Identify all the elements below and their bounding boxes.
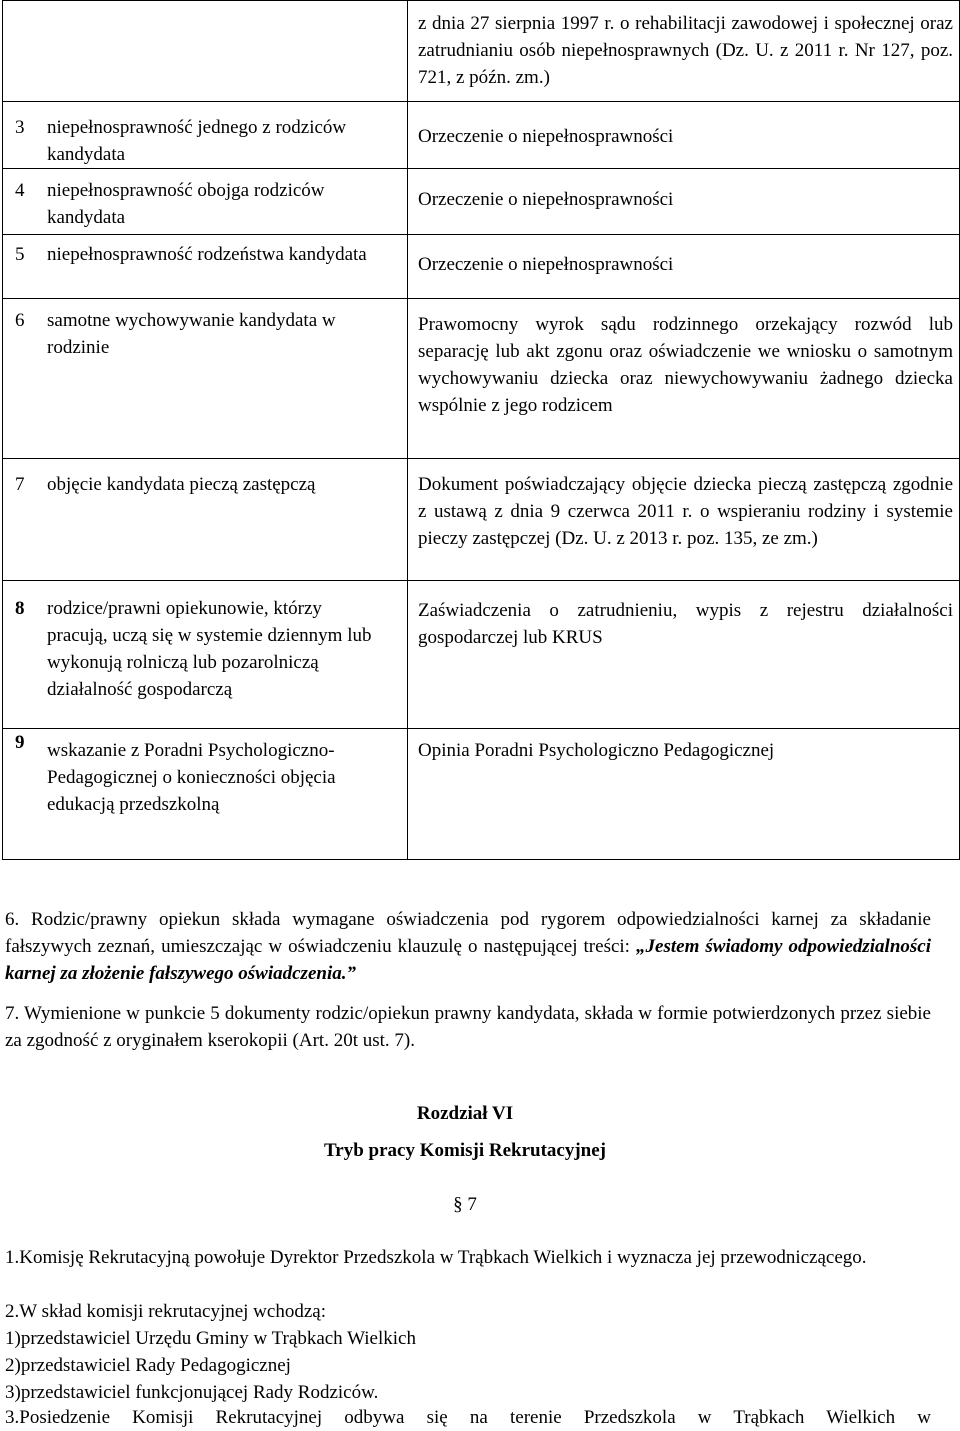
paragraph-7: 7. Wymienione w punkcie 5 dokumenty rodzic/opiekun prawny kandydata, składa w formie potwierdzonych przez siebie za zgodność z oryginałem kserokopii (Art. 20t ust. 7). (5, 1003, 931, 1051)
document-text: Orzeczenie o niepełnosprawności (418, 189, 674, 210)
item-2-2: 2)przedstawiciel Rady Pedagogicznej (5, 1355, 291, 1376)
document-cell (408, 459, 960, 581)
item-3: 3.Posiedzenie Komisji Rekrutacyjnej odbywa się na terenie Przedszkola w Trąbkach Wielkich w (5, 1407, 931, 1428)
chapter-subtitle: Tryb pracy Komisji Rekrutacyjnej (324, 1140, 606, 1161)
table-row (3, 102, 960, 169)
table-row (3, 729, 960, 860)
row-number: 9 (15, 732, 25, 753)
criterion-cell (3, 235, 408, 299)
row-number: 8 (15, 598, 25, 619)
paragraph-6-text: 6. Rodzic/prawny opiekun składa wymagane oświadczenia pod rygorem odpowiedzialności karnej za składanie fałszywych zeznań, umieszczając w oświadczeniu klauzulę o następującej treści: (5, 909, 931, 957)
document-text: Dokument poświadczający objęcie dziecka pieczą zastępczą zgodnie z ustawą z dnia 9 czerwca 2011 r. o wspieraniu rodziny i systemie pieczy zastępczej (Dz. U. z 2013 r. poz. 135, ze zm.) (418, 474, 953, 549)
item-2-3: 3)przedstawiciel funkcjonującej Rady Rodziców. (5, 1382, 379, 1403)
criterion-cell (3, 581, 408, 729)
document-text: Orzeczenie o niepełnosprawności (418, 254, 674, 275)
criterion-text: wskazanie z Poradni Psychologiczno-Pedagogicznej o konieczności objęcia edukacją przedszkolną (47, 740, 336, 815)
row-number: 6 (15, 310, 25, 331)
row-number: 3 (15, 117, 25, 138)
document-text: z dnia 27 sierpnia 1997 r. o rehabilitacji zawodowej i społecznej oraz zatrudnianiu osób niepełnosprawnych (Dz. U. z 2011 r. Nr 127, poz. 721, z późn. zm.) (418, 13, 953, 88)
table-row (3, 169, 960, 235)
criteria-table (2, 0, 960, 860)
document-text: Prawomocny wyrok sądu rodzinnego orzekający rozwód lub separację lub akt zgonu oraz oświadczenie we wniosku o samotnym wychowywaniu dziecka oraz niewychowywaniu żadnego dziecka wspólnie z jego rodzicem (418, 314, 953, 416)
chapter-title: Rozdział VI (416, 1103, 514, 1124)
row-number: 7 (15, 474, 25, 495)
criterion-cell (3, 459, 408, 581)
criterion-cell (3, 169, 408, 235)
criterion-text: niepełnosprawność rodzeństwa kandydata (47, 244, 367, 265)
criterion-text: niepełnosprawność obojga rodziców kandydata (47, 180, 325, 228)
row-number: 4 (15, 180, 25, 201)
criterion-text: rodzice/prawni opiekunowie, którzy pracują, uczą się w systemie dziennym lub wykonują rolniczą lub pozarolniczą działalność gospodarczą (47, 598, 372, 700)
criterion-text: objęcie kandydata pieczą zastępczą (47, 474, 316, 495)
item-1: 1.Komisję Rekrutacyjną powołuje Dyrektor Przedszkola w Trąbkach Wielkich i wyznacza jej przewodniczącego. (5, 1247, 867, 1268)
table-row (3, 1, 960, 102)
document-cell (408, 235, 960, 299)
criterion-cell (3, 729, 408, 860)
section-number: § 7 (453, 1194, 477, 1215)
item-2: 2.W skład komisji rekrutacyjnej wchodzą: (5, 1301, 326, 1322)
document-cell (408, 299, 960, 459)
table-row (3, 299, 960, 459)
criterion-cell (3, 299, 408, 459)
table-row (3, 581, 960, 729)
row-number: 5 (15, 244, 25, 265)
document-text: Zaświadczenia o zatrudnieniu, wypis z rejestru działalności gospodarczej lub KRUS (418, 600, 953, 648)
criterion-text: niepełnosprawność jednego z rodziców kandydata (47, 117, 347, 165)
table-row (3, 235, 960, 299)
document-text: Orzeczenie o niepełnosprawności (418, 126, 674, 147)
document-cell (408, 102, 960, 169)
document-cell (408, 729, 960, 860)
table-row (3, 459, 960, 581)
document-cell (408, 169, 960, 235)
paragraph-6 (5, 906, 931, 987)
item-2-1: 1)przedstawiciel Urzędu Gminy w Trąbkach Wielkich (5, 1328, 416, 1349)
document-cell (408, 581, 960, 729)
paragraph-6-clause: „Jestem świadomy odpowiedzialności karnej za złożenie fałszywego oświadczenia.” (5, 936, 932, 984)
criterion-cell (3, 102, 408, 169)
criterion-cell (3, 1, 408, 102)
criterion-text: samotne wychowywanie kandydata w rodzinie (47, 310, 336, 358)
document-text: Opinia Poradni Psychologiczno Pedagogicznej (418, 740, 775, 761)
document-cell (408, 1, 960, 102)
